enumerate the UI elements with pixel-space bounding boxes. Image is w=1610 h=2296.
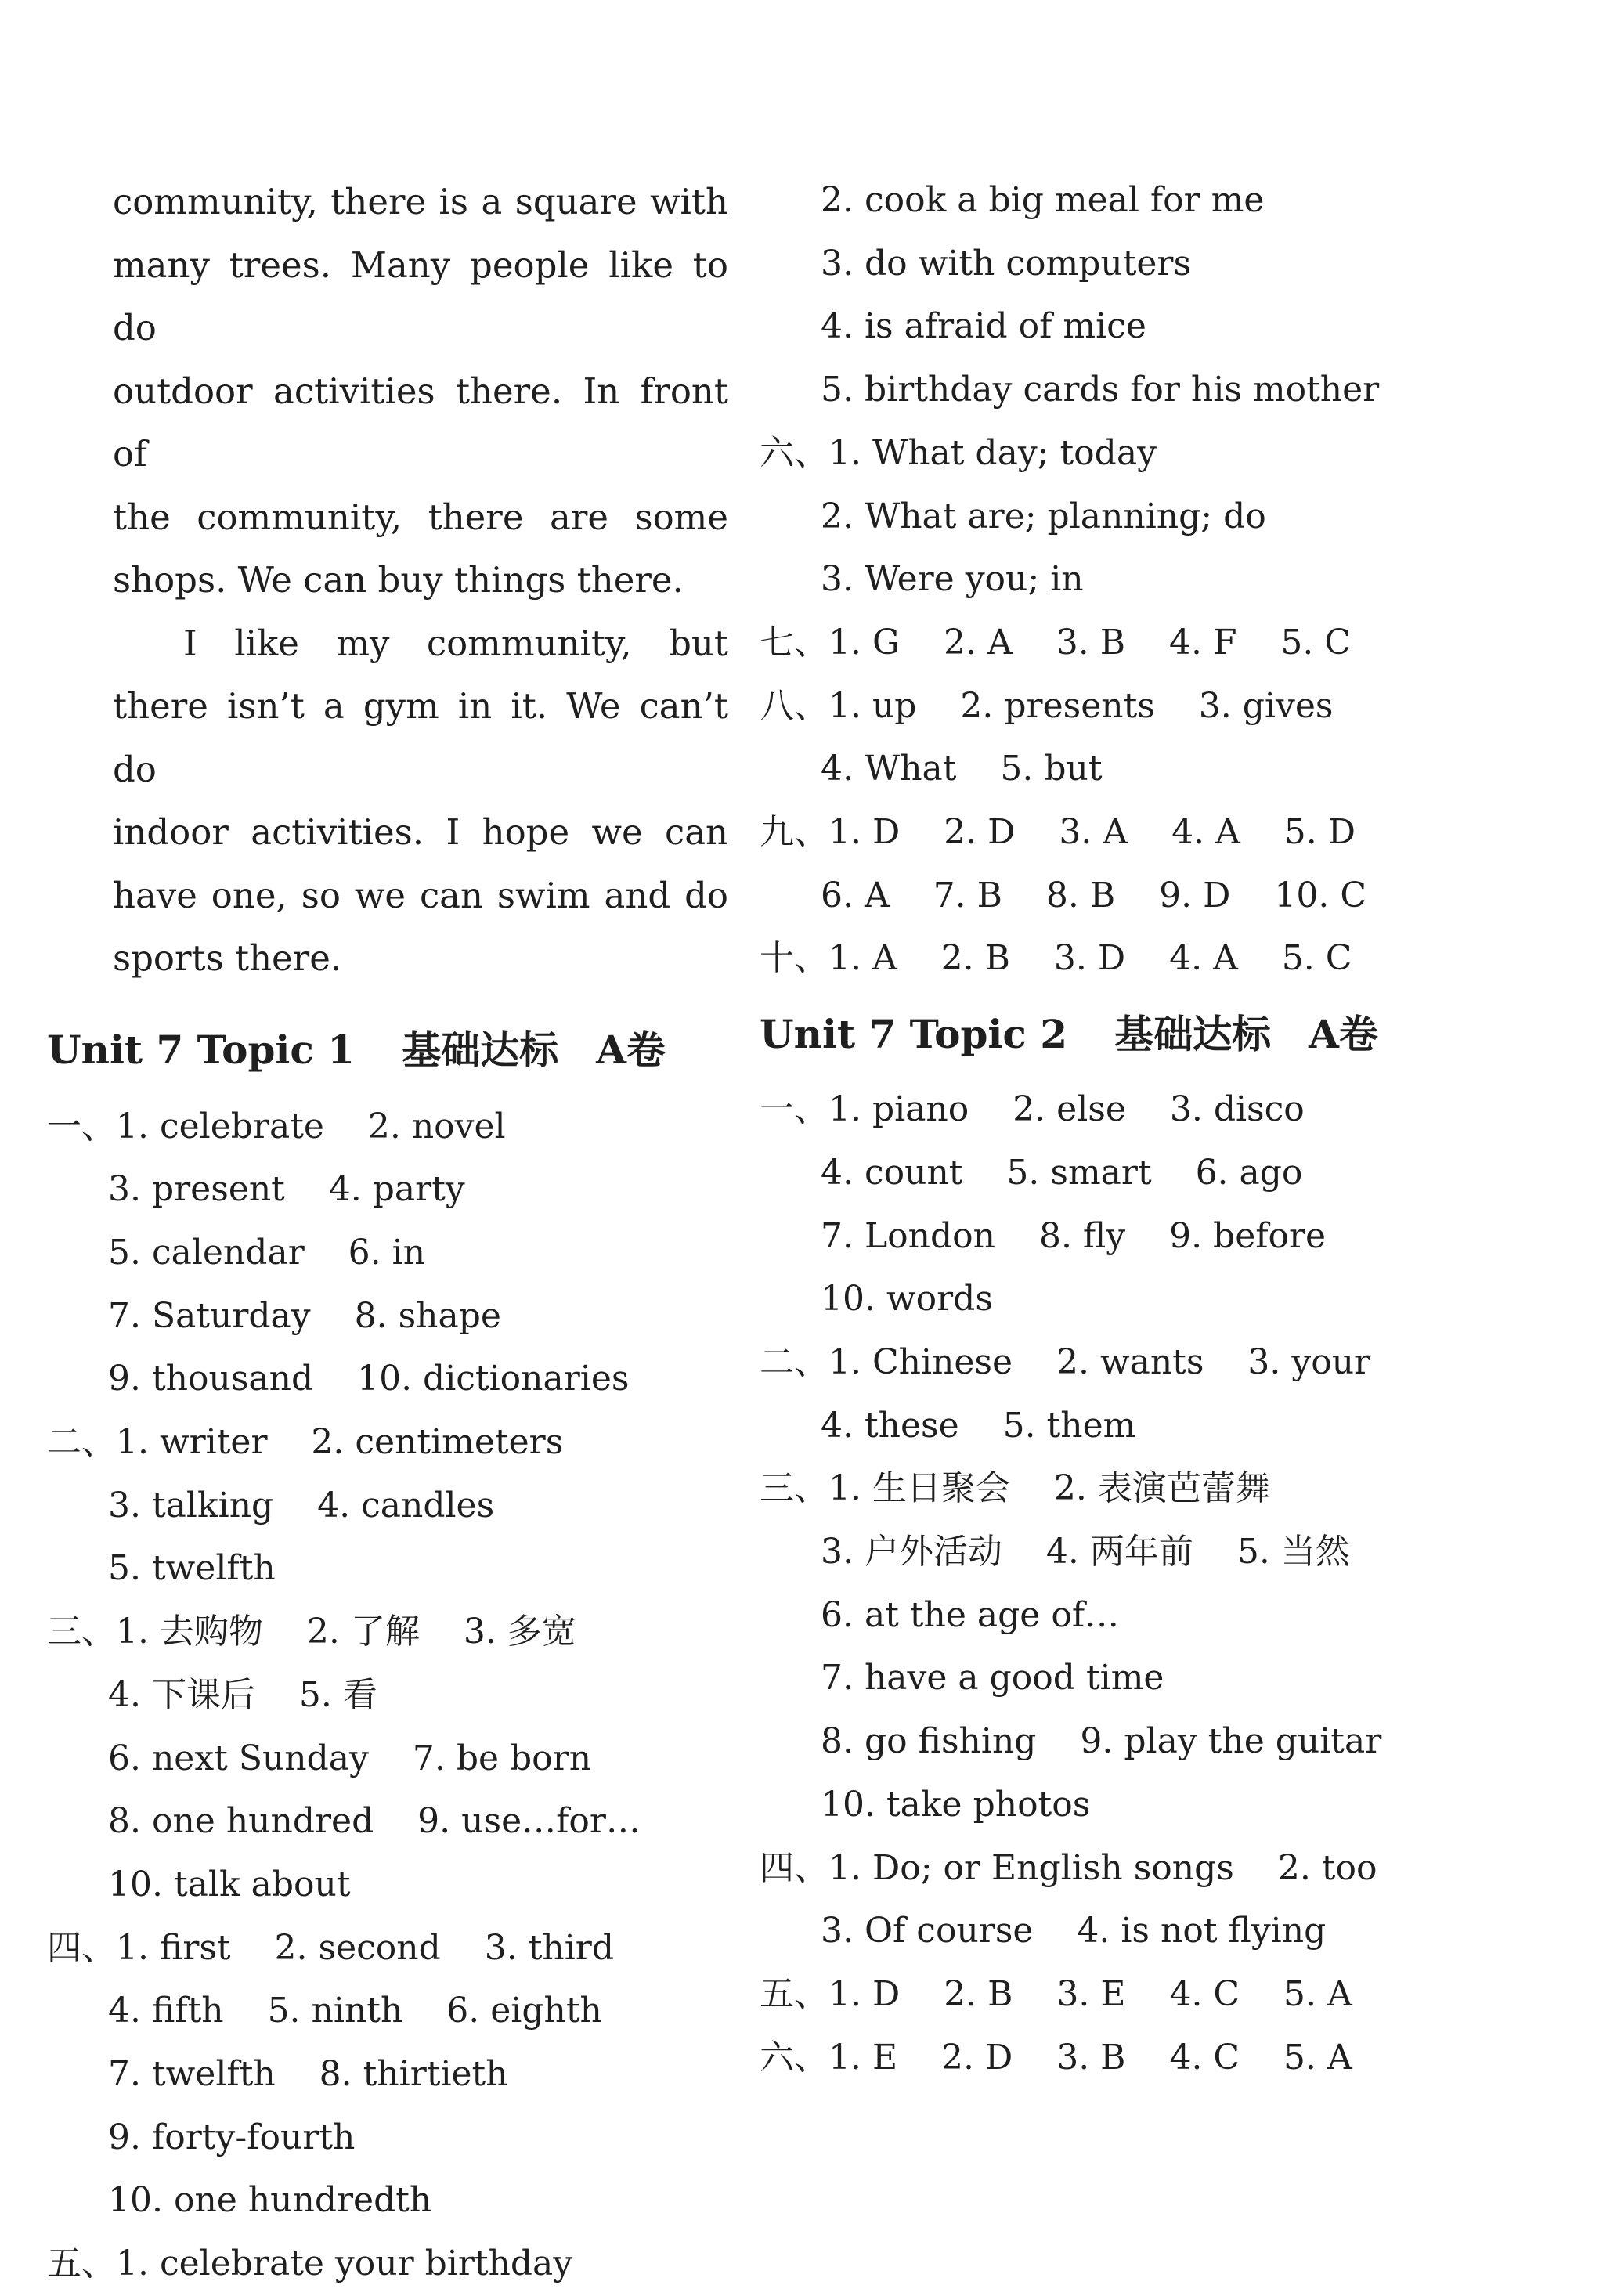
answer-line: 7. Saturday 8. shape [108,1295,501,1336]
answer-line: 9. forty-fourth [108,2117,356,2157]
answer-line: 3. present 4. party [108,1169,465,1210]
answer-line: 3. 户外活动 4. 两年前 5. 当然 [821,1532,1350,1572]
answer-line: 6. at the age of… [821,1594,1120,1635]
essay-paragraph-2 [47,612,736,991]
answer-line: 4. count 5. smart 6. ago [821,1152,1303,1193]
answer-line: 八、1. up 2. presents 3. gives [760,685,1334,726]
answer-line: 二、1. Chinese 2. wants 3. your [760,1341,1371,1382]
essay-line: outdoor activities there. In front of [113,370,728,475]
heading-label: 基础达标 [402,1026,559,1073]
essay-line: indoor activities. I hope we can [113,811,728,853]
answer-line: 5. birthday cards for his mother [821,370,1380,410]
answer-line: 四、1. Do; or English songs 2. too [760,1847,1377,1888]
answer-line: 2. What are; planning; do [821,496,1266,536]
heading-label: 基础达标 [1114,1011,1272,1058]
heading-unit: Unit 7 Topic 2 [760,1011,1068,1058]
answer-line: 10. talk about [108,1864,351,1904]
answer-line: 六、1. What day; today [760,432,1157,473]
answer-line: 10. words [821,1279,993,1319]
answer-line: 九、1. D 2. D 3. A 4. A 5. D [760,812,1356,853]
essay-line: the community, there are some [113,496,728,538]
essay-line: community, there is a square with [113,181,728,222]
answer-line: 8. go fishing 9. play the guitar [821,1721,1382,1762]
answer-line: 3. do with computers [821,243,1192,283]
essay-line: many trees. Many people like to do [113,244,728,348]
answer-line: 三、1. 生日聚会 2. 表演芭蕾舞 [760,1468,1270,1509]
answer-line: 六、1. E 2. D 3. B 4. C 5. A [760,2037,1352,2078]
answer-line: 6. A 7. B 8. B 9. D 10. C [821,875,1366,915]
answer-line: 四、1. first 2. second 3. third [47,1927,614,1968]
answer-line: 3. talking 4. candles [108,1485,495,1525]
answer-line: 4. What 5. but [821,749,1103,789]
answer-line: 9. thousand 10. dictionaries [108,1359,630,1399]
answer-line: 10. one hundredth [108,2180,432,2221]
heading-paper: A卷 [1309,1011,1378,1058]
left-column [47,171,736,2296]
answer-list-topic-1 [47,1096,736,2296]
answer-list-topic-1-continued [760,169,1543,991]
essay-line: have one, so we can swim and do [113,874,728,916]
essay-line: sports there. [113,937,342,979]
answer-line: 2. cook a big meal for me [821,180,1265,220]
answer-line: 一、1. celebrate 2. novel [47,1106,506,1146]
answer-line: 4. 下课后 5. 看 [108,1674,377,1715]
answer-list-topic-2 [760,1078,1543,2089]
right-column [760,171,1543,2089]
answer-line: 7. London 8. fly 9. before [821,1215,1327,1256]
answer-line: 五、1. celebrate your birthday [47,2244,573,2284]
answer-line: 4. these 5. them [821,1405,1136,1446]
heading-unit: Unit 7 Topic 1 [47,1026,356,1073]
answer-line: 二、1. writer 2. centimeters [47,1422,564,1463]
answer-line: 3. Were you; in [821,559,1084,600]
essay-line: shops. We can buy things there. [113,559,684,601]
essay-line: there isn’t a gym in it. We can’t do [113,685,728,790]
section-heading-topic-2 [760,1003,1543,1066]
essay-line: I like my community, but [183,622,728,664]
answer-line: 一、1. piano 2. else 3. disco [760,1089,1305,1130]
answer-line: 七、1. G 2. A 3. B 4. F 5. C [760,622,1352,662]
answer-line: 10. take photos [821,1784,1091,1825]
answer-line: 5. twelfth [108,1548,276,1589]
answer-line: 8. one hundred 9. use…for… [108,1801,641,1842]
answer-line: 5. calendar 6. in [108,1232,426,1273]
answer-line: 7. have a good time [821,1658,1164,1699]
answer-line: 三、1. 去购物 2. 了解 3. 多宽 [47,1612,576,1652]
section-heading-topic-1 [47,1019,736,1081]
answer-line: 7. twelfth 8. thirtieth [108,2054,508,2095]
answer-line: 五、1. D 2. B 3. E 4. C 5. A [760,1973,1352,2014]
heading-paper: A卷 [596,1026,666,1073]
essay-paragraph-1 [47,171,736,612]
answer-line: 4. is afraid of mice [821,306,1146,347]
answer-line: 3. Of course 4. is not flying [821,1911,1327,1951]
answer-line: 4. fifth 5. ninth 6. eighth [108,1991,602,2031]
answer-line: 十、1. A 2. B 3. D 4. A 5. C [760,938,1352,979]
answer-line: 6. next Sunday 7. be born [108,1738,592,1778]
